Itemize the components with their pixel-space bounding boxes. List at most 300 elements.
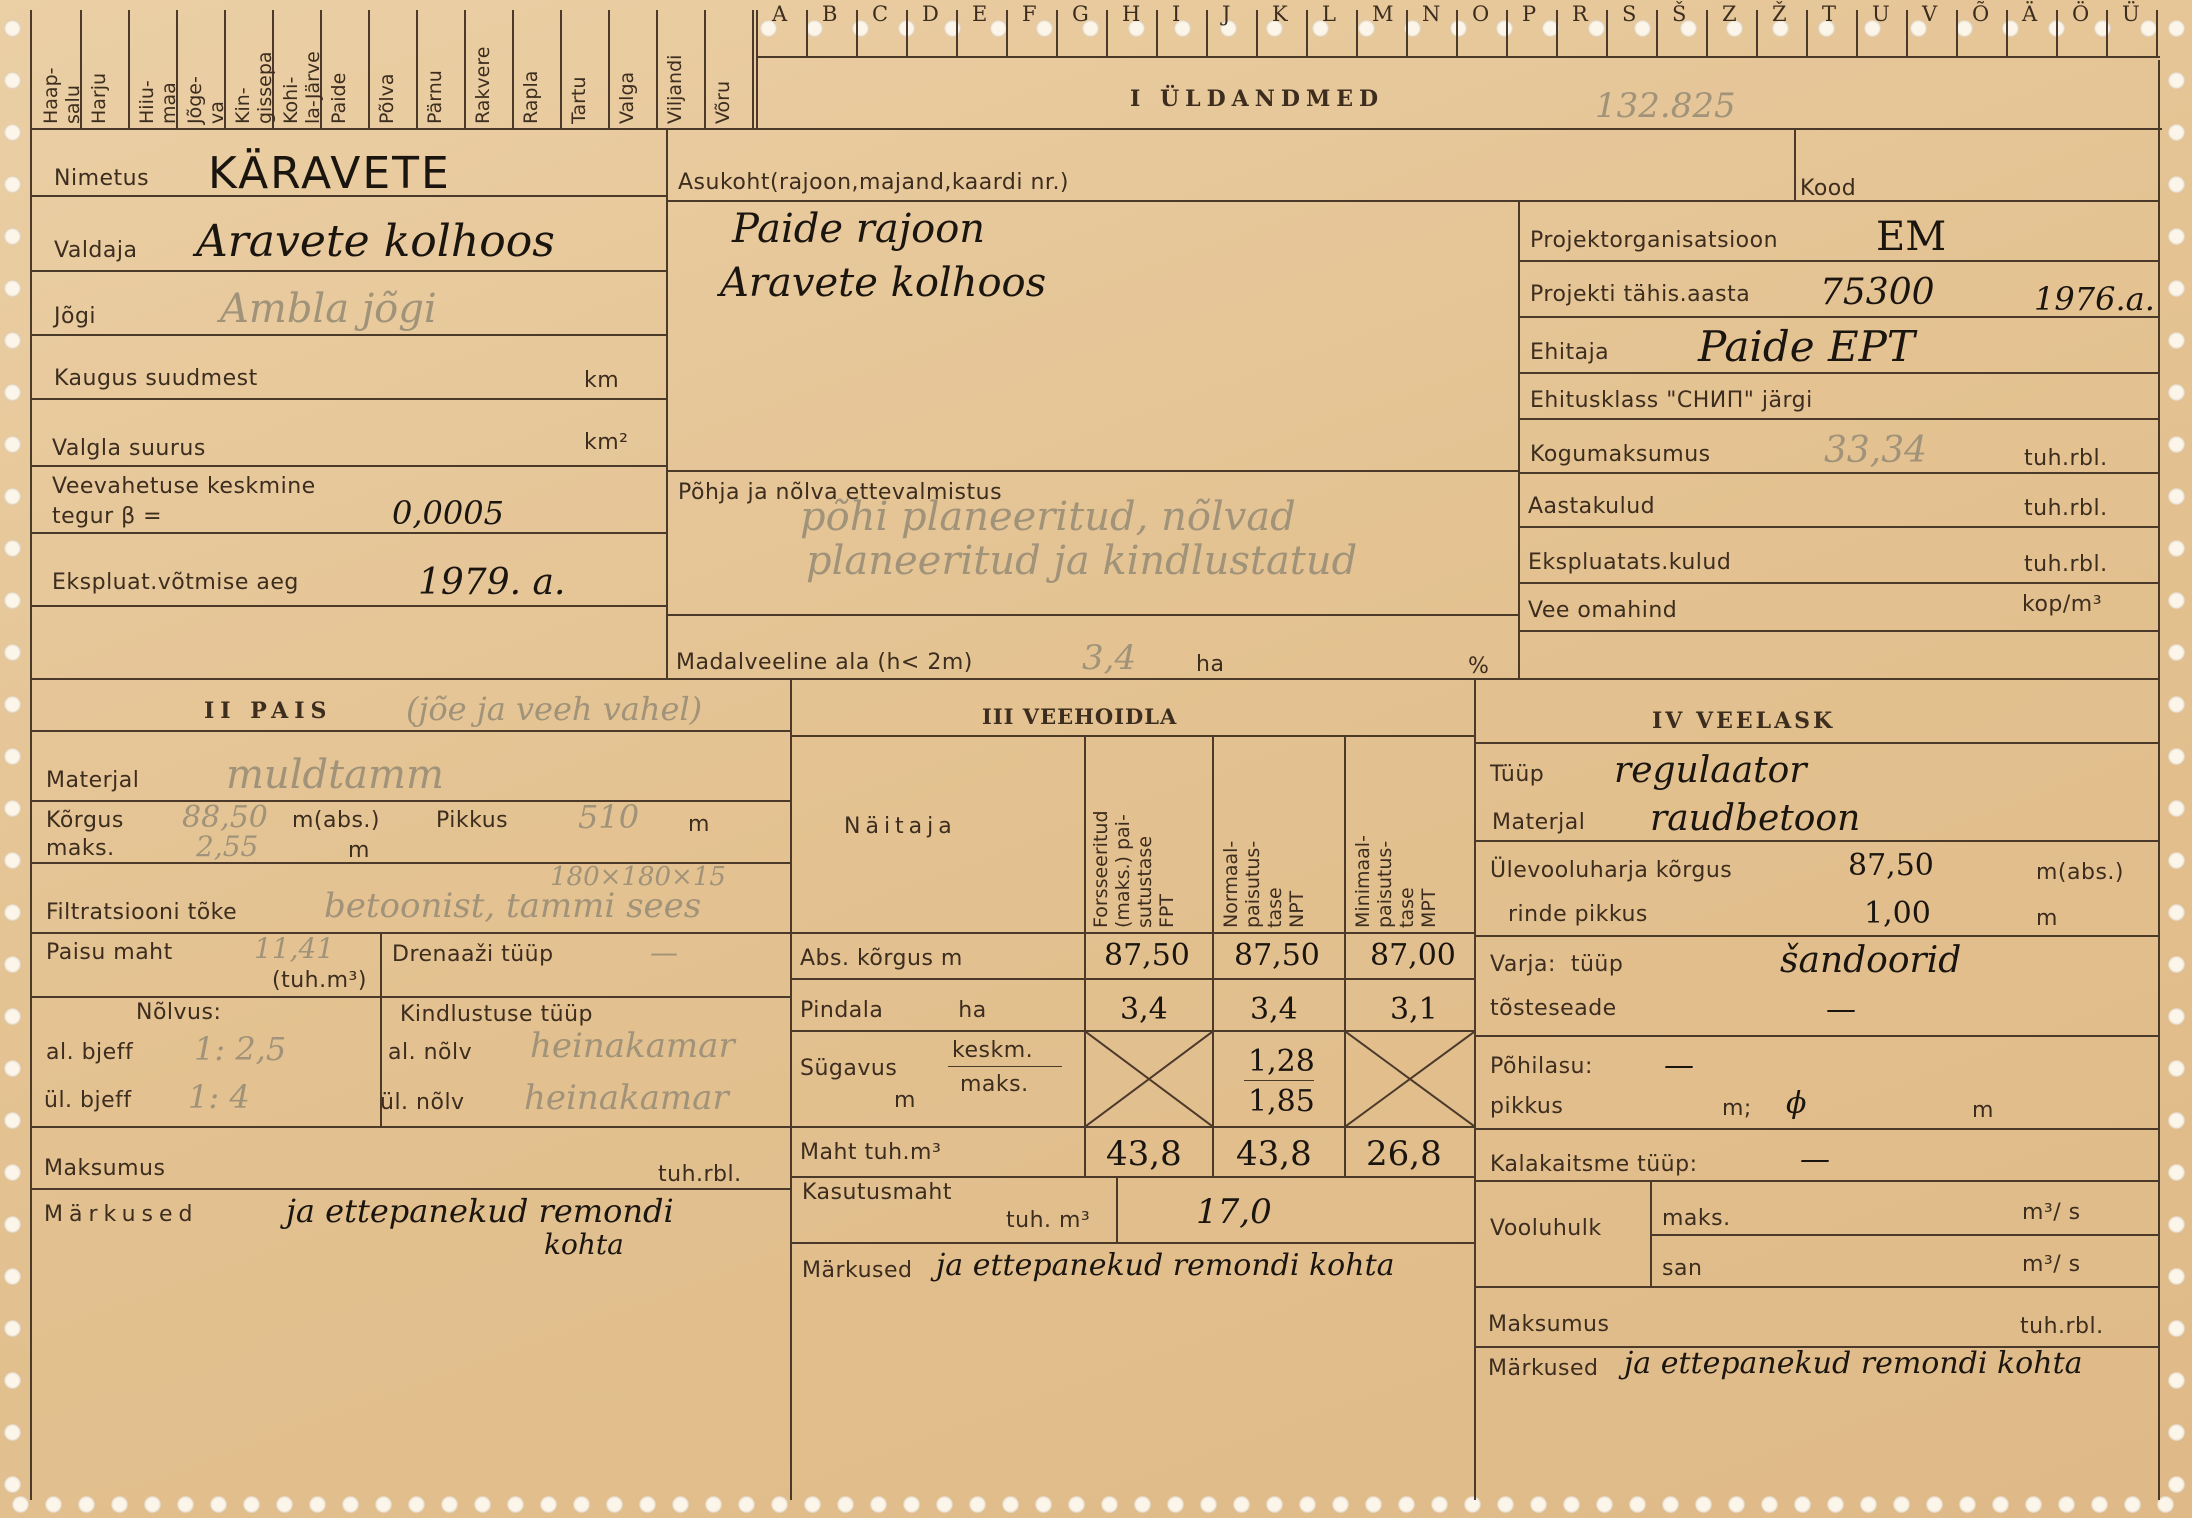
rule [1706,10,1708,56]
volume-npt: 43,8 [1236,1134,1312,1174]
perforation-hole [1596,1496,1613,1513]
discharge-max-unit: m³/ s [2022,1200,2081,1225]
perforation-hole [2124,1496,2141,1513]
perforation-hole [507,1496,524,1513]
rule [2056,10,2058,56]
depth-label: Sügavus [800,1056,898,1081]
bottom-prep-line1: põhi planeeritud, nõlvad [800,494,1296,540]
rule [704,10,706,128]
depth-max-label: maks. [960,1072,1029,1097]
lower-bjeff-label: al. bjeff [46,1040,134,1065]
code-label: Kood [1800,176,1857,201]
rule [1156,10,1158,56]
perforation-hole [2168,384,2185,401]
perforation-hole [2168,800,2185,817]
perforation-hole [2168,1268,2185,1285]
rule [806,10,808,56]
discharge-max-label: maks. [1662,1206,1731,1231]
section-title-reservoir: III VEEHOIDLA [982,704,1178,729]
rule [1474,680,1476,1500]
perforation-hole [4,1008,21,1025]
rule [1556,10,1558,56]
district-label: Tartu [568,76,590,124]
letter-index: P [1522,2,1537,26]
abs-height-fpt: 87,50 [1104,938,1190,973]
perforation-hole [1233,1496,1250,1513]
perforation-hole [870,1496,887,1513]
volume-label: Maht tuh.m³ [800,1140,942,1165]
rule [30,334,666,336]
perforation-hole [2025,1496,2042,1513]
rule [2006,10,2008,56]
rule [1756,10,1758,56]
letter-index: H [1122,2,1141,26]
area-fpt: 3,4 [1120,992,1168,1027]
perforation-hole [1167,1496,1184,1513]
perforation-hole [1036,20,1053,37]
rule [790,1176,1474,1178]
rule [1474,1180,2160,1182]
perforation-hole [944,20,961,37]
filtration-label: Filtratsiooni tõke [46,900,238,925]
letter-index: Z [1722,2,1737,26]
total-cost-unit: tuh.rbl. [2024,446,2108,471]
depth-max-npt: 1,85 [1248,1084,1315,1119]
rule [1518,418,2160,420]
operation-cost-unit: tuh.rbl. [2024,552,2108,577]
rule [1056,10,1058,56]
rule [1106,10,1108,56]
exchange-value: 0,0005 [392,494,504,532]
letter-index: B [822,2,838,26]
perforation-hole [969,1496,986,1513]
perforation-hole [2168,852,2185,869]
section-title-general: I ÜLDANDMED [1130,86,1385,112]
perforation-hole [573,1496,590,1513]
shallow-area-value: 3,4 [1082,638,1137,678]
perforation-hole [144,1496,161,1513]
perforation-hole [441,1496,458,1513]
perforation-hole [2168,904,2185,921]
usable-volume-label: Kasutusmaht [802,1180,952,1205]
distance-label: Kaugus suudmest [54,366,258,391]
dam-max-unit: m [348,838,370,863]
shallow-area-percent: % [1468,654,1490,679]
letter-index: T [1822,2,1837,26]
volume-mpt: 26,8 [1366,1134,1442,1174]
depth-avg-label: keskm. [952,1038,1034,1063]
rule [30,730,790,732]
perforation-hole [1035,1496,1052,1513]
perforation-hole [408,1496,425,1513]
discharge-min-unit: m³/ s [2022,1252,2081,1277]
rule [756,56,2160,58]
perforation-hole [4,124,21,141]
crest-height-unit: m(abs.) [2036,860,2124,885]
rule [790,1126,1474,1128]
district-label: Paide [328,72,350,124]
perforation-hole [4,1060,21,1077]
perforation-hole [1101,1496,1118,1513]
hoist-label: tõsteseade [1490,996,1617,1021]
rule [30,270,666,272]
letter-index: Ä [2022,2,2038,26]
rule [1518,200,1520,680]
letter-index: Ž [1772,2,1787,26]
rule [30,128,2162,130]
dam-max-label: maks. [46,836,115,861]
perforation-hole [4,72,21,89]
empty-cell-cross [1086,1032,1212,1126]
perforation-hole [2168,1476,2185,1493]
perforation-hole [2168,1164,2185,1181]
operation-start-label: Ekspluat.võtmise aeg [52,570,299,595]
rule [2156,10,2158,56]
dam-material-label: Materjal [46,768,140,793]
perforation-hole [4,1112,21,1129]
rule [1518,526,2160,528]
perforation-hole [1068,1496,1085,1513]
rule [1518,472,2160,474]
lower-bjeff-value: 1: 2,5 [194,1030,287,1068]
rule [1474,1286,2160,1288]
shallow-area-label: Madalveeline ala (h< 2m) [676,650,973,675]
perforation-hole [1299,1496,1316,1513]
perforation-hole [2168,176,2185,193]
dam-max-value: 2,55 [196,830,259,863]
letter-index: K [1272,2,1288,26]
rule [30,932,790,934]
perforation-hole [1629,1496,1646,1513]
rule [512,10,514,128]
rule [30,465,666,467]
rule [1606,10,1608,56]
crest-height-label: Ülevooluharja kõrgus [1490,858,1733,883]
perforation-hole [4,956,21,973]
perforation-hole [4,280,21,297]
rule [1474,742,2160,744]
rule [416,10,418,128]
perforation-hole [1332,1496,1349,1513]
rule [30,605,666,607]
rule [1518,260,2160,262]
letter-index: Š [1672,2,1687,26]
water-price-unit: kop/m³ [2022,592,2103,617]
perforation-hole [2168,1372,2185,1389]
perforation-hole [2168,1320,2185,1337]
col-fpt-header: Forsseeritud (maks.) pai- sutustase FPT [1090,810,1178,928]
rule [1806,10,1808,56]
design-org-label: Projektorganisatsioon [1530,228,1779,253]
main-outlet-value: — [1664,1048,1694,1083]
rule [906,10,908,56]
drainage-label: Drenaaži tüüp [392,942,554,967]
district-label: Haap- salu [40,67,84,124]
empty-cell-cross [1346,1032,1474,1126]
perforation-hole [2091,1496,2108,1513]
builder-value: Paide EPT [1698,322,1915,371]
rule [666,128,668,678]
rule [1456,10,1458,56]
perforation-hole [540,1496,557,1513]
crest-height-value: 87,50 [1848,848,1934,883]
perforation-hole [1588,20,1605,37]
district-label: Rapla [520,70,542,124]
building-class-label: Ehitusklass "СНИП" järgi [1530,388,1813,413]
perforation-hole [2168,592,2185,609]
upper-bjeff-label: ül. bjeff [44,1088,132,1113]
perforation-hole [2168,540,2185,557]
letter-index: Ö [2072,2,2090,26]
perforation-hole [2168,1008,2185,1025]
letter-index: O [1472,2,1490,26]
location-line1: Paide rajoon [732,206,986,252]
rule [790,680,792,1500]
rule [1956,10,1958,56]
rule [1794,128,1796,200]
builder-label: Ehitaja [1530,340,1610,365]
hoist-value: — [1826,992,1856,1027]
water-price-label: Vee omahind [1528,598,1678,623]
perforation-hole [852,20,869,37]
operation-start-value: 1979. a. [418,562,566,603]
bottom-prep-label: Põhja ja nõlva ettevalmistus [678,480,1003,505]
perforation-hole [4,1424,21,1441]
district-label: Harju [88,72,110,124]
perforation-hole [1992,1496,2009,1513]
perforation-hole [78,1496,95,1513]
col-npt-header: Normaal- paisutus- tase NPT [1220,840,1308,928]
spillway-material-value: raudbetoon [1650,798,1861,839]
indicator-header: Näitaja [844,814,957,839]
rule [2158,60,2160,1500]
rule [1650,1234,2160,1236]
perforation-hole [2168,332,2185,349]
fraction-bar [948,1066,1062,1067]
perforation-hole [1662,1496,1679,1513]
crest-length-unit: m [2036,906,2058,931]
district-label: Kohi- la-Järve [280,51,324,124]
shallow-area-unit: ha [1196,652,1225,677]
rule [1474,840,2160,842]
perforation-hole [2168,72,2185,89]
rule [1506,10,1508,56]
rule [1518,372,2160,374]
perforation-hole [309,1496,326,1513]
perforation-hole [672,1496,689,1513]
dam-height-unit: m(abs.) [292,808,380,833]
perforation-hole [2094,20,2111,37]
perforation-hole [990,20,1007,37]
perforation-hole [1431,1496,1448,1513]
rule [666,200,2160,202]
perforation-hole [1200,1496,1217,1513]
area-npt: 3,4 [1250,992,1298,1027]
rule [790,978,1474,980]
perforation-hole [1926,1496,1943,1513]
perforation-hole [2168,1424,2185,1441]
perforation-hole [1563,1496,1580,1513]
total-cost-value: 33,34 [1824,430,1928,471]
upper-slope-value: heinakamar [524,1078,729,1118]
perforation-hole [474,1496,491,1513]
dam-volume-value: 11,41 [254,932,335,965]
perforation-hole [2168,1112,2185,1129]
perforation-hole [1893,1496,1910,1513]
name-value: KÄRAVETE [208,148,451,199]
depth-avg-npt: 1,28 [1248,1044,1315,1079]
perforation-hole [4,904,21,921]
perforation-hole [2140,20,2157,37]
code-number: 132.825 [1595,86,1736,126]
gate-type-label: Varja: tüüp [1490,952,1624,977]
perforation-hole [1266,1496,1283,1513]
rule [1206,10,1208,56]
dam-volume-unit: (tuh.m³) [272,968,367,993]
abs-height-label: Abs. kõrgus m [800,946,963,971]
outlet-length-label: pikkus [1490,1094,1564,1119]
area-label: Pindala ha [800,998,987,1023]
perforation-hole [4,228,21,245]
perforation-hole [276,1496,293,1513]
perforation-hole [4,176,21,193]
rule [756,10,758,130]
dam-material-value: muldtamm [226,752,444,798]
abs-height-npt: 87,50 [1234,938,1320,973]
rule [666,614,1518,616]
rule [1856,10,1858,56]
perforation-hole [4,644,21,661]
rule [666,470,1518,472]
abs-height-mpt: 87,00 [1370,938,1456,973]
perforation-hole [936,1496,953,1513]
letter-index: U [1872,2,1890,26]
lower-slope-label: al. nõlv [388,1040,473,1065]
dam-volume-label: Paisu maht [46,940,173,965]
perforation-hole [804,1496,821,1513]
dam-length-value: 510 [578,798,640,836]
location-line2: Aravete kolhoos [720,260,1047,306]
rule [30,1126,790,1128]
dam-cost-label: Maksumus [44,1156,166,1181]
perforation-hole [1398,1496,1415,1513]
district-label: Valga [616,71,638,124]
perforation-hole [738,1496,755,1513]
annual-cost-label: Aastakulud [1528,494,1656,519]
owner-label: Valdaja [54,238,138,263]
rule [2106,10,2108,56]
rule [30,10,32,1500]
perforation-hole [243,1496,260,1513]
bottom-prep-line2: planeeritud ja kindlustatud [806,538,1358,584]
perforation-hole [639,1496,656,1513]
dam-notes-value-2: kohta [544,1228,624,1261]
rule [1212,735,1214,1176]
river-value: Ambla jõgi [220,286,437,332]
depth-unit: m [894,1088,916,1113]
dam-cost-unit: tuh.rbl. [658,1162,742,1187]
exchange-coeff-label: tegur β = [52,504,163,529]
discharge-label: Vooluhulk [1490,1216,1602,1241]
main-outlet-label: Põhilasu: [1490,1054,1593,1079]
spillway-material-label: Materjal [1492,810,1586,835]
rule [1116,1176,1118,1242]
rule [790,735,1474,737]
rule [1518,582,2160,584]
perforation-hole [1365,1496,1382,1513]
exchange-label: Veevahetuse keskmine [52,474,316,499]
perforation-hole [4,696,21,713]
crest-length-value: 1,00 [1864,896,1931,931]
district-label: Põlva [376,73,398,124]
letter-index: D [922,2,939,26]
rule [1256,10,1258,56]
perforation-hole [4,800,21,817]
perforation-hole [2168,228,2185,245]
rule [128,10,130,128]
distance-unit: km [584,368,620,393]
rule [464,10,466,128]
dam-notes-label: Märkused [44,1202,199,1227]
perforation-hole [2168,1060,2185,1077]
perforation-hole [4,1216,21,1233]
rule [1656,10,1658,56]
usable-volume-value: 17,0 [1196,1192,1272,1232]
rule [30,398,666,400]
perforation-hole [606,1496,623,1513]
perforation-hole [2168,956,2185,973]
rule [368,10,370,128]
perforation-hole [2168,748,2185,765]
rule [1650,1180,1652,1286]
perforation-hole [45,1496,62,1513]
rule [30,532,666,534]
dam-length-unit: m [688,812,710,837]
design-org-value: EM [1876,214,1947,260]
drainage-value: — [650,936,678,969]
perforation-hole [903,1496,920,1513]
perforation-hole [4,20,21,37]
rule [1006,10,1008,56]
perforation-hole [4,852,21,869]
rule [1356,10,1358,56]
perforation-hole [1959,1496,1976,1513]
rule [790,1242,1474,1244]
fish-guard-value: — [1800,1142,1830,1177]
perforation-hole [2168,280,2185,297]
project-code-label: Projekti tähis.aasta [1530,282,1751,307]
perforation-hole [1497,1496,1514,1513]
perforation-hole [1464,1496,1481,1513]
spillway-notes-value: ja ettepanekud remondi kohta [1624,1346,2083,1381]
perforation-hole [1002,1496,1019,1513]
perforation-hole [4,1320,21,1337]
rule [956,10,958,56]
perforation-hole [2168,644,2185,661]
perforation-hole [4,540,21,557]
perforation-hole [210,1496,227,1513]
perforation-hole [771,1496,788,1513]
perforation-hole [375,1496,392,1513]
letter-index: I [1172,2,1181,26]
letter-index: M [1372,2,1394,26]
letter-index: E [972,2,988,26]
perforation-hole [1530,1496,1547,1513]
perforation-hole [1450,20,1467,37]
outlet-diameter-unit: m [1972,1098,1994,1123]
rule [560,10,562,128]
perforation-hole [2168,1216,2185,1233]
